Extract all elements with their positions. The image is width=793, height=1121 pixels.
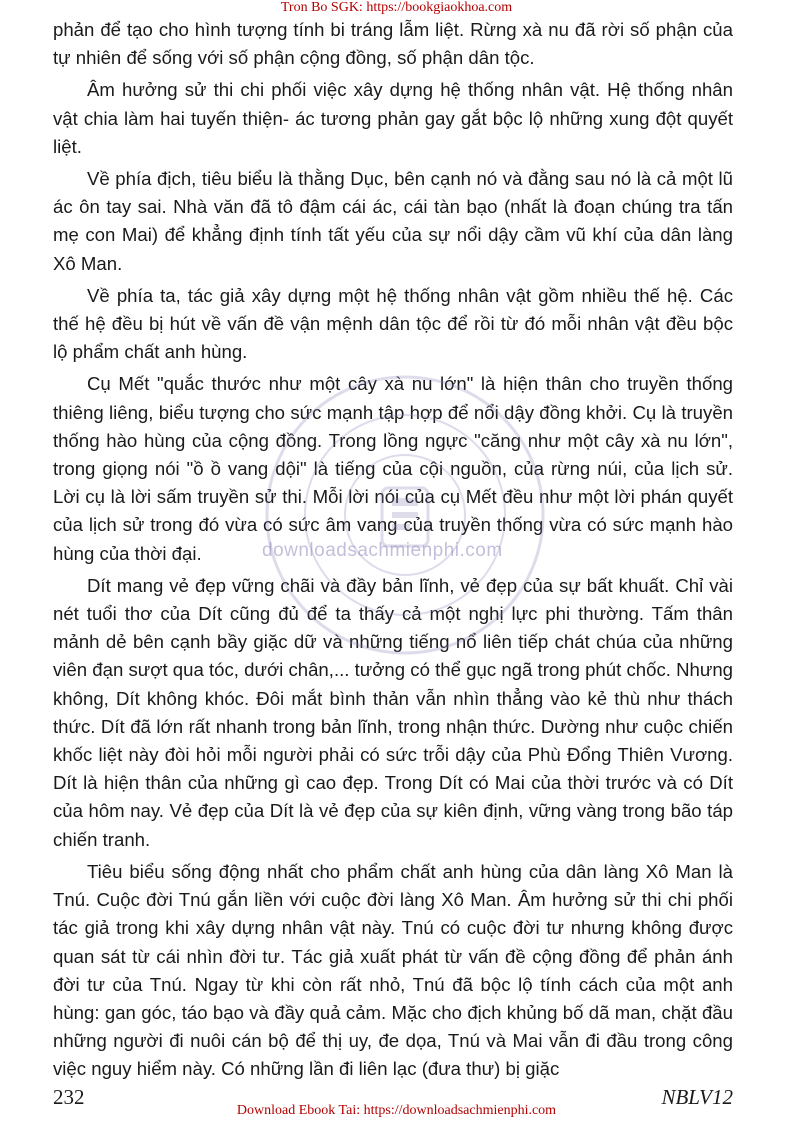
page-number: 232 [53,1085,85,1109]
paragraph-6: Dít mang vẻ đẹp vững chãi và đầy bản lĩnh, vẻ đẹp của sự bất khuất. Chỉ vài nét tuổi thơ của Dít cũng đủ để ta thấy cả một nghị lực phi thường. Tấm thân mảnh dẻ bên cạnh bầy giặc dữ và những tiếng nổ liên tiếp chát chúa của những viên đạn sượt qua tóc, dưới chân,... tưởng có thể gục ngã trong phút chốc. Nhưng không, Dít không khóc. Đôi mắt bình thản vẫn nhìn thẳng vào kẻ thù như thách thức. Dít đã lớn rất nhanh trong bản lĩnh, trong nhận thức. Dường như cuộc chiến khốc liệt này đòi hỏi mỗi người phải có sức trỗi dậy của Phù Đổng Thiên Vương. Dít là hiện thân của những gì cao đẹp. Trong Dít có Mai của thời trước và có Dít của hôm nay. Vẻ đẹp của Dít là vẻ đẹp của sự kiên định, vững vàng trong bão táp chiến tranh. [53,574,733,850]
header-source-link[interactable]: Tron Bo SGK: https://bookgiaokhoa.com [280,0,513,15]
paragraph-2: Âm hưởng sử thi chi phối việc xây dựng hệ thống nhân vật. Hệ thống nhân vật chia làm hai tuyến thiện- ác tương phản gay gắt bộc lộ những xung đột quyết liệt. [53,79,733,157]
paragraph-3: Về phía địch, tiêu biểu là thằng Dục, bên cạnh nó và đằng sau nó là cả một lũ ác ôn tay sai. Nhà văn đã tô đậm cái ác, cái tàn bạo (nhất là đoạn chúng tra tấn mẹ con Mai) để khẳng định tính tất yếu của sự nổi dậy cầm vũ khí của dân làng Xô Man. [53,168,733,274]
paragraph-7: Tiêu biểu sống động nhất cho phẩm chất anh hùng của dân làng Xô Man là Tnú. Cuộc đời Tnú gắn liền với cuộc đời làng Xô Man. Âm hưởng sử thi chi phối tác giả trong khi xây dựng nhân vật này. Tnú có cuộc đời tư nhưng không được quan sát từ cái nhìn đời tư. Tác giả xuất phát từ vấn đề cộng đồng để phản ánh đời tư của Tnú. Ngay từ khi còn rất nhỏ, Tnú đã bộc lộ tính cách của một anh hùng: gan góc, táo bạo và đầy quả cảm. Mặc cho địch khủng bố dã man, chặt đầu những người đi nuôi cán bộ để thị uy, đe dọa, Tnú và Mai vẫn đi đầu trong công việc nguy hiểm này. Có những lần đi liên lạc (đưa thư) bị giặc [53,860,733,1080]
watermark-text: downloadsachmienphi.com [262,540,503,561]
book-code: NBLV12 [661,1085,733,1109]
paragraph-5: Cụ Mết "quắc thước như một cây xà nu lớn" là hiện thân cho truyền thống thiêng liêng, biểu tượng cho sức mạnh tập hợp để nổi dậy đồng khởi. Cụ là truyền thống hào hùng của cộng đồng. Trong lồng ngực "căng như một cây xà nu lớn", trong giọng nói "ồ ồ vang dội" là tiếng của cội nguồn, của rừng núi, của lịch sử. Lời cụ là lời sấm truyền sử thi. Mỗi lời nói của cụ Mết đều như một lời phán quyết của lịch sử trong đó vừa có sức âm vang của truyền thống vừa có sức mạnh hào hùng của thời đại. [53,373,733,564]
paragraph-4: Về phía ta, tác giả xây dựng một hệ thống nhân vật gồm nhiều thế hệ. Các thế hệ đều bị hút về vấn đề vận mệnh dân tộc để rồi từ đó mỗi nhân vật đều bộc lộ phẩm chất anh hùng. [53,284,733,363]
paragraph-1: phản để tạo cho hình tượng tính bi tráng lẫm liệt. Rừng xà nu đã rời số phận của tự nhiên để sống với số phận cộng đồng, số phận dân tộc. [53,19,733,69]
footer-download-link[interactable]: Download Ebook Tai: https://downloadsachmienphi.com [236,1103,557,1118]
